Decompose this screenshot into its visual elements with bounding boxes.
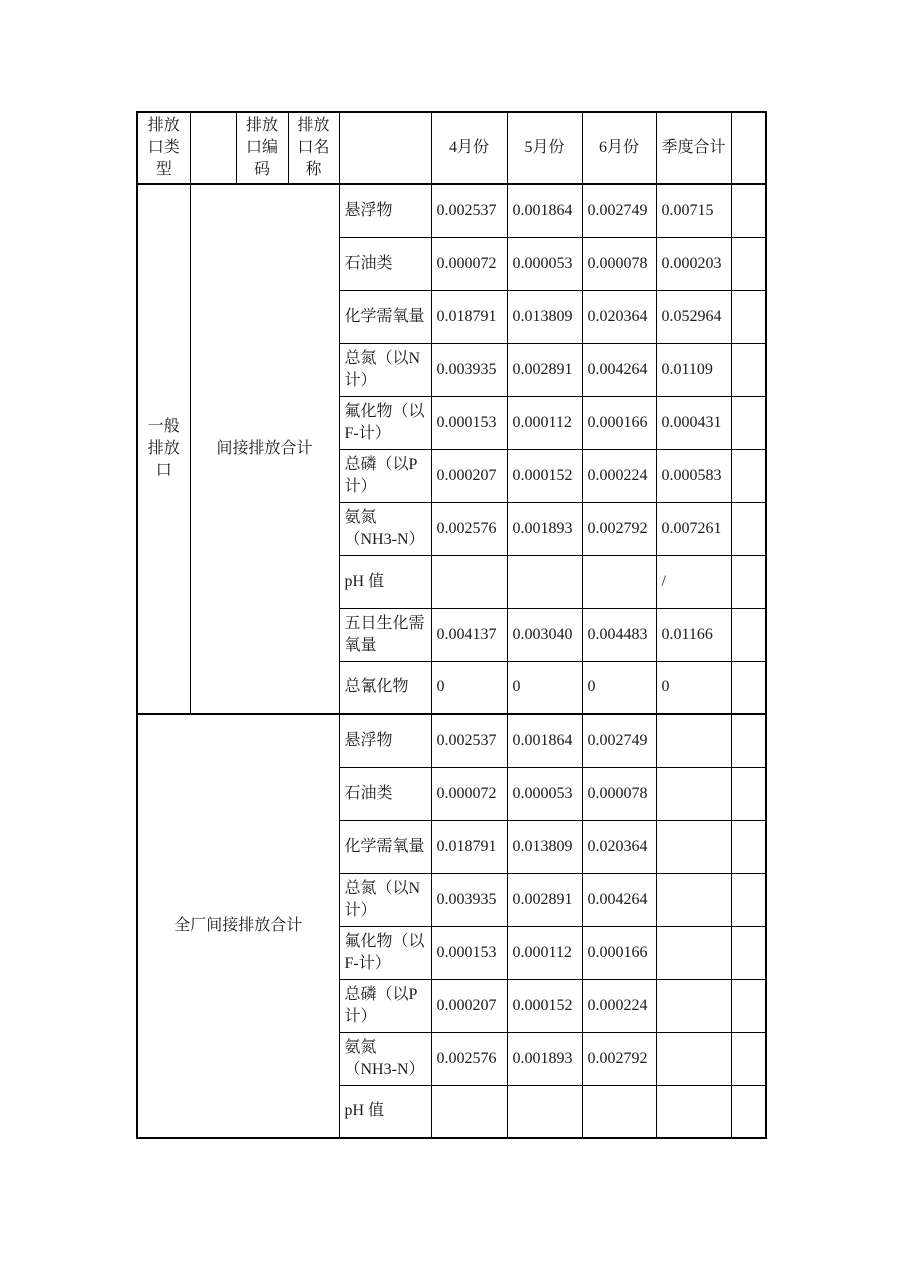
header-outlet-name: 排放口名称 bbox=[288, 112, 339, 184]
value-may bbox=[507, 1085, 582, 1138]
value-quarter-total: 0.052964 bbox=[656, 290, 731, 343]
value-april: 0.000072 bbox=[431, 237, 507, 290]
header-month-april: 4月份 bbox=[431, 112, 507, 184]
value-may: 0.002891 bbox=[507, 873, 582, 926]
pollutant-cell: 石油类 bbox=[339, 237, 431, 290]
value-quarter-total: / bbox=[656, 555, 731, 608]
value-may: 0.001893 bbox=[507, 1032, 582, 1085]
pollutant-cell: 总氰化物 bbox=[339, 661, 431, 714]
value-june: 0.000078 bbox=[582, 767, 656, 820]
pollutant-cell: 悬浮物 bbox=[339, 184, 431, 237]
header-empty-cell bbox=[190, 112, 236, 184]
tail-empty-cell bbox=[731, 714, 766, 767]
value-april: 0.018791 bbox=[431, 820, 507, 873]
header-month-june: 6月份 bbox=[582, 112, 656, 184]
value-june: 0.020364 bbox=[582, 290, 656, 343]
tail-empty-cell bbox=[731, 1032, 766, 1085]
header-month-may: 5月份 bbox=[507, 112, 582, 184]
value-quarter-total bbox=[656, 979, 731, 1032]
value-april: 0.003935 bbox=[431, 343, 507, 396]
table-header-row bbox=[137, 112, 766, 184]
value-april: 0.003935 bbox=[431, 873, 507, 926]
value-quarter-total: 0.00715 bbox=[656, 184, 731, 237]
value-june: 0.000078 bbox=[582, 237, 656, 290]
tail-empty-cell bbox=[731, 555, 766, 608]
pollutant-cell: 总磷（以P计） bbox=[339, 449, 431, 502]
tail-empty-cell bbox=[731, 237, 766, 290]
tail-empty-cell bbox=[731, 449, 766, 502]
outlet-label-cell: 间接排放合计 bbox=[190, 184, 339, 714]
tail-empty-cell bbox=[731, 396, 766, 449]
tail-empty-cell bbox=[731, 502, 766, 555]
value-june: 0.002792 bbox=[582, 502, 656, 555]
value-april: 0.004137 bbox=[431, 608, 507, 661]
emissions-table bbox=[136, 111, 767, 1139]
value-quarter-total bbox=[656, 767, 731, 820]
value-quarter-total: 0.000431 bbox=[656, 396, 731, 449]
value-april: 0.002576 bbox=[431, 502, 507, 555]
value-june: 0.000166 bbox=[582, 926, 656, 979]
pollutant-cell: 总氮（以N计） bbox=[339, 343, 431, 396]
tail-empty-cell bbox=[731, 767, 766, 820]
value-april: 0 bbox=[431, 661, 507, 714]
value-quarter-total: 0.01109 bbox=[656, 343, 731, 396]
value-april: 0.002537 bbox=[431, 184, 507, 237]
value-april: 0.002576 bbox=[431, 1032, 507, 1085]
tail-empty-cell bbox=[731, 1085, 766, 1138]
tail-empty-cell bbox=[731, 184, 766, 237]
value-april: 0.000207 bbox=[431, 449, 507, 502]
table-row bbox=[137, 714, 766, 767]
pollutant-cell: 石油类 bbox=[339, 767, 431, 820]
value-june: 0.002792 bbox=[582, 1032, 656, 1085]
value-may: 0.000152 bbox=[507, 449, 582, 502]
value-june: 0.004264 bbox=[582, 343, 656, 396]
tail-empty-cell bbox=[731, 820, 766, 873]
header-pollutant-empty-cell bbox=[339, 112, 431, 184]
pollutant-cell: 悬浮物 bbox=[339, 714, 431, 767]
value-june: 0.004483 bbox=[582, 608, 656, 661]
tail-empty-cell bbox=[731, 979, 766, 1032]
value-june: 0 bbox=[582, 661, 656, 714]
value-april bbox=[431, 1085, 507, 1138]
table-row bbox=[137, 184, 766, 237]
value-june: 0.002749 bbox=[582, 714, 656, 767]
value-quarter-total bbox=[656, 926, 731, 979]
value-april: 0.002537 bbox=[431, 714, 507, 767]
header-outlet-type: 排放口类型 bbox=[137, 112, 190, 184]
value-april bbox=[431, 555, 507, 608]
value-june bbox=[582, 555, 656, 608]
outlet-label-cell: 全厂间接排放合计 bbox=[137, 714, 339, 1138]
value-may: 0.000053 bbox=[507, 767, 582, 820]
value-june: 0.000166 bbox=[582, 396, 656, 449]
tail-empty-cell bbox=[731, 290, 766, 343]
value-may: 0.000112 bbox=[507, 926, 582, 979]
value-quarter-total: 0 bbox=[656, 661, 731, 714]
pollutant-cell: 总磷（以P计） bbox=[339, 979, 431, 1032]
value-june: 0.002749 bbox=[582, 184, 656, 237]
value-may: 0.001893 bbox=[507, 502, 582, 555]
tail-empty-cell bbox=[731, 343, 766, 396]
pollutant-cell: 氟化物（以F-计） bbox=[339, 396, 431, 449]
value-quarter-total: 0.000203 bbox=[656, 237, 731, 290]
value-may: 0.003040 bbox=[507, 608, 582, 661]
value-june: 0.004264 bbox=[582, 873, 656, 926]
value-april: 0.000153 bbox=[431, 396, 507, 449]
tail-empty-cell bbox=[731, 661, 766, 714]
value-june: 0.020364 bbox=[582, 820, 656, 873]
value-may: 0.001864 bbox=[507, 714, 582, 767]
pollutant-cell: 化学需氧量 bbox=[339, 290, 431, 343]
tail-empty-cell bbox=[731, 608, 766, 661]
value-june: 0.000224 bbox=[582, 979, 656, 1032]
value-quarter-total bbox=[656, 1032, 731, 1085]
value-quarter-total bbox=[656, 714, 731, 767]
pollutant-cell: 化学需氧量 bbox=[339, 820, 431, 873]
value-quarter-total: 0.007261 bbox=[656, 502, 731, 555]
pollutant-cell: pH 值 bbox=[339, 555, 431, 608]
value-june: 0.000224 bbox=[582, 449, 656, 502]
value-april: 0.000153 bbox=[431, 926, 507, 979]
value-quarter-total: 0.000583 bbox=[656, 449, 731, 502]
value-april: 0.018791 bbox=[431, 290, 507, 343]
value-june bbox=[582, 1085, 656, 1138]
value-may: 0.001864 bbox=[507, 184, 582, 237]
value-april: 0.000207 bbox=[431, 979, 507, 1032]
value-may: 0.002891 bbox=[507, 343, 582, 396]
value-quarter-total bbox=[656, 820, 731, 873]
pollutant-cell: 总氮（以N计） bbox=[339, 873, 431, 926]
value-may: 0.013809 bbox=[507, 820, 582, 873]
value-may: 0.000112 bbox=[507, 396, 582, 449]
outlet-type-cell: 一般排放口 bbox=[137, 184, 190, 714]
tail-empty-cell bbox=[731, 926, 766, 979]
value-quarter-total: 0.01166 bbox=[656, 608, 731, 661]
pollutant-cell: pH 值 bbox=[339, 1085, 431, 1138]
value-quarter-total bbox=[656, 873, 731, 926]
value-may bbox=[507, 555, 582, 608]
header-outlet-code: 排放口编码 bbox=[236, 112, 288, 184]
value-may: 0.000053 bbox=[507, 237, 582, 290]
pollutant-cell: 氟化物（以F-计） bbox=[339, 926, 431, 979]
value-may: 0 bbox=[507, 661, 582, 714]
pollutant-cell: 五日生化需氧量 bbox=[339, 608, 431, 661]
tail-empty-cell bbox=[731, 873, 766, 926]
pollutant-cell: 氨氮（NH3-N） bbox=[339, 502, 431, 555]
value-may: 0.013809 bbox=[507, 290, 582, 343]
value-april: 0.000072 bbox=[431, 767, 507, 820]
value-may: 0.000152 bbox=[507, 979, 582, 1032]
header-tail-empty-cell bbox=[731, 112, 766, 184]
value-quarter-total bbox=[656, 1085, 731, 1138]
pollutant-cell: 氨氮（NH3-N） bbox=[339, 1032, 431, 1085]
header-quarter-total: 季度合计 bbox=[656, 112, 731, 184]
